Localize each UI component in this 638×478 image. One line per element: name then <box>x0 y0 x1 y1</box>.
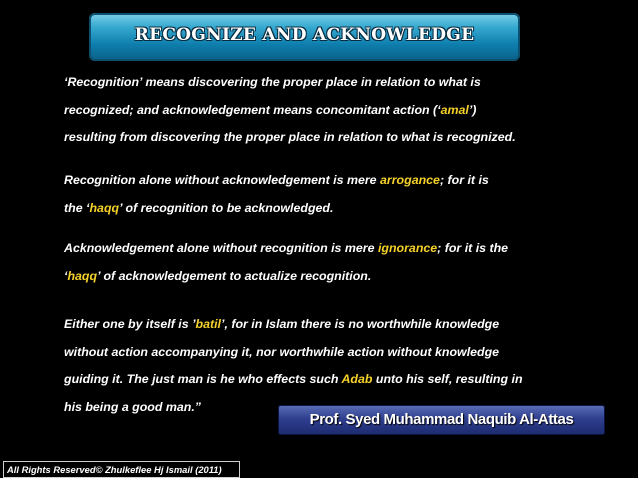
line-text: without action accompanying it, nor worthwhile action without knowledge <box>64 344 500 359</box>
paragraph-line <box>64 269 371 283</box>
highlighted-term: Adab <box>341 372 373 386</box>
highlighted-term: haqq <box>67 268 98 283</box>
line-text: recognized; and acknowledgement means concomitant action (‘ <box>64 102 441 117</box>
paragraph-line <box>64 201 333 215</box>
highlighted-term: haqq <box>89 200 120 215</box>
paragraph-line <box>64 317 499 331</box>
line-text: the ‘ <box>64 200 90 215</box>
paragraph-line <box>64 173 489 187</box>
line-text: ‘Recognition’ means discovering the proper place in relation to what is <box>64 75 481 89</box>
highlighted-term: batil <box>195 317 221 331</box>
line-text: ; for it is <box>439 173 489 187</box>
line-text: ‘ <box>64 268 68 283</box>
author-name: Prof. Syed Muhammad Naquib Al-Attas <box>309 411 574 428</box>
highlighted-term: arrogance <box>380 173 440 187</box>
paragraph-line <box>64 400 201 414</box>
footer-copyright: All Rights Reserved© Zhulkeflee Hj Ismail (2011) <box>7 464 222 475</box>
line-text: Either one by itself is ’ <box>64 317 196 331</box>
line-text: unto his self, resulting in <box>372 372 523 386</box>
highlighted-term: amal <box>440 102 469 117</box>
line-text: resulting from discovering the proper place in relation to what is recognized. <box>64 130 516 144</box>
slide-title: RECOGNIZE AND ACKNOWLEDGE <box>134 25 475 45</box>
line-text: ’) <box>468 102 477 117</box>
line-text: guiding it. The just man is he who effects such <box>64 372 342 386</box>
paragraph-line <box>64 345 499 359</box>
paragraph-line <box>64 103 476 117</box>
line-text: Recognition alone without acknowledgement is mere <box>64 173 381 187</box>
line-text: ’, for in Islam there is no worthwhile knowledge <box>221 317 500 331</box>
line-text: ’ of acknowledgement to actualize recognition. <box>97 268 372 283</box>
line-text: Acknowledgement alone without recognition is mere <box>64 241 378 255</box>
paragraph-line <box>64 241 508 255</box>
author-banner <box>278 405 605 435</box>
footer-copyright-box <box>3 461 240 478</box>
line-text: ’ of recognition to be acknowledged. <box>119 200 334 215</box>
paragraph-line <box>64 372 523 386</box>
title-banner <box>89 13 520 61</box>
line-text: ; for it is the <box>437 241 509 255</box>
paragraph-line <box>64 130 516 144</box>
line-text: his being a good man.” <box>64 399 201 414</box>
highlighted-term: ignorance <box>377 241 438 255</box>
paragraph-line <box>64 75 481 89</box>
